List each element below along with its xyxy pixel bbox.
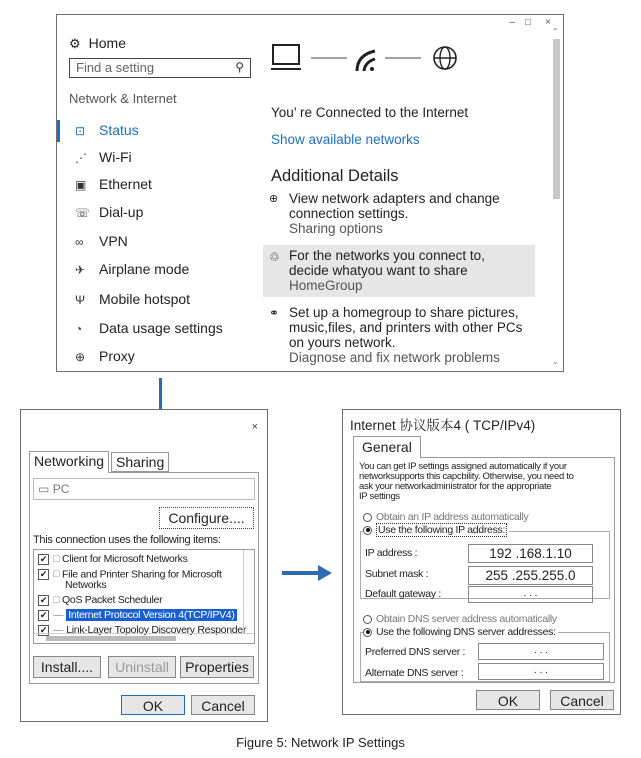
cancel-button[interactable]: Cancel [550, 690, 614, 710]
scrollbar-thumb[interactable] [553, 39, 560, 199]
section-title: Network & Internet [69, 91, 177, 106]
scroll-down-icon[interactable]: ⌄ [552, 357, 559, 366]
flow-arrow-right-head [318, 565, 332, 581]
vpn-icon: ∞ [75, 235, 84, 249]
default-gateway-input[interactable]: . . . [468, 586, 593, 603]
network-adapter-icon: ▭ [38, 482, 50, 496]
list-item[interactable] [38, 569, 222, 591]
adapter-name: PC [52, 482, 70, 496]
item-label: Link-Layer Topoloy Discovery Responder [66, 624, 247, 636]
home-link[interactable] [69, 35, 126, 52]
preferred-dns-label: Preferred DNS server : [365, 646, 466, 658]
description-line: ask your networkadministrator for the appropriate [359, 481, 552, 492]
ip-address-label: IP address : [365, 547, 418, 559]
nav-label: Wi-Fi [99, 149, 132, 165]
obtain-dns-auto-radio[interactable] [363, 613, 557, 625]
client-icon: □ [53, 594, 60, 606]
gear-icon: ⚙ [69, 36, 81, 51]
data-usage-icon: ◔ [75, 322, 83, 336]
flow-arrow-right [282, 571, 322, 575]
client-icon: □ [53, 553, 60, 565]
close-button[interactable]: × [545, 17, 551, 28]
radio-label: Obtain an IP address automatically [376, 511, 529, 523]
configure-button[interactable]: Configure.... [159, 507, 254, 529]
use-following-dns-radio[interactable] [363, 626, 558, 638]
nav-item-wifi[interactable] [75, 149, 132, 165]
adapter-properties-dialog [20, 409, 268, 722]
list-vscrollbar[interactable] [243, 550, 254, 634]
nav-item-vpn[interactable] [75, 233, 128, 249]
nav-label: Ethernet [99, 176, 152, 192]
figure-caption: Figure 5: Network IP Settings [236, 735, 405, 750]
globe-icon: ⊕ [75, 350, 86, 364]
share-icon: ⚭ [269, 306, 280, 320]
hscroll-thumb[interactable] [46, 636, 176, 641]
adapter-field [33, 478, 255, 500]
items-label: This connection uses the following items: [33, 534, 221, 546]
detail-item[interactable] [289, 248, 485, 293]
dialup-icon: ☏ [75, 206, 91, 220]
nav-item-dialup[interactable] [75, 204, 143, 220]
connection-diagram [271, 43, 476, 75]
ethernet-icon: ▣ [75, 178, 87, 192]
radio-button[interactable] [363, 628, 372, 637]
connection-status: You’ re Connected to the Internet [271, 105, 469, 120]
nav-item-status[interactable] [75, 122, 139, 138]
radio-label: Use the following IP address: [378, 524, 506, 536]
subnet-mask-label: Subnet mask : [365, 568, 429, 580]
ok-button[interactable]: OK [476, 690, 540, 710]
settings-window [56, 14, 564, 372]
airplane-icon: ✈ [75, 263, 86, 277]
detail-text: on yours network. [289, 335, 396, 350]
internet-globe-icon [434, 47, 456, 69]
subnet-mask-input[interactable]: 255 .255.255.0 [468, 566, 593, 585]
nav-label: Data usage settings [99, 320, 223, 336]
radio-button[interactable] [363, 615, 372, 624]
checkbox[interactable]: ✔ [39, 609, 48, 620]
minimize-button[interactable]: – [509, 17, 515, 28]
protocol-icon: — [53, 609, 64, 621]
sharing-options-link[interactable]: Sharing options [289, 221, 383, 236]
nav-label: VPN [99, 233, 128, 249]
dialog-title: Internet 协议版本4 ( TCP/IPv4) [350, 418, 536, 433]
install-button[interactable]: Install.... [33, 656, 101, 678]
additional-details-title: Additional Details [271, 167, 399, 185]
nav-item-data-usage[interactable] [75, 320, 223, 336]
nav-label: Dial-up [99, 204, 144, 220]
show-networks-link[interactable]: Show available networks [271, 132, 420, 147]
description-line: You can get IP settings assigned automatically if your [359, 461, 567, 472]
close-button[interactable]: × [251, 421, 258, 433]
item-label: QoS Packet Scheduler [62, 594, 163, 606]
nav-item-hotspot[interactable] [75, 291, 190, 307]
use-following-ip-radio[interactable] [363, 524, 509, 536]
wifi-signal-icon [357, 51, 375, 71]
homegroup-icon: ♲ [269, 250, 280, 264]
list-item[interactable] [38, 553, 188, 565]
checkbox[interactable]: ✔ [39, 624, 48, 635]
hotspot-icon: Ψ [75, 293, 86, 307]
protocol-icon: — [53, 624, 64, 636]
tab-general[interactable]: General [353, 436, 421, 458]
scroll-up-icon[interactable]: ⌃ [552, 27, 559, 36]
description [359, 462, 574, 502]
alternate-dns-label: Alternate DNS server : [365, 667, 464, 679]
list-item[interactable] [38, 609, 237, 621]
search-icon: ⚲ [235, 60, 244, 74]
nav-label: Status [99, 122, 139, 138]
item-label: Client for Microsoft Networks [62, 553, 188, 565]
network-adapter-icon: ⊕ [269, 193, 279, 205]
default-gateway-label: Default gateway : [365, 588, 442, 600]
item-label: File and Printer Sharing for Microsoft [62, 568, 222, 581]
radio-label: Use the following DNS server addresses: [376, 626, 556, 638]
detail-text: For the networks you connect to, [289, 248, 485, 263]
preferred-dns-input[interactable]: . . . [478, 643, 604, 660]
selection-indicator [57, 120, 60, 142]
cancel-button[interactable]: Cancel [191, 695, 255, 715]
nav-label: Proxy [99, 348, 135, 364]
description-line: networksupports this capcbility. Otherwise, you need to [359, 471, 574, 482]
obtain-ip-auto-radio[interactable] [363, 511, 528, 523]
detail-text: decide whatyou want to share [289, 263, 468, 278]
detail-item[interactable] [289, 191, 500, 236]
list-item[interactable] [38, 594, 162, 606]
detail-text: Set up a homegroup to share pictures, [289, 305, 519, 320]
tab-networking[interactable]: Networking [29, 451, 109, 473]
properties-button[interactable]: Properties [180, 656, 254, 678]
components-list [33, 549, 255, 644]
laptop-icon [271, 45, 301, 69]
nav-item-airplane[interactable] [75, 261, 189, 277]
nav-label: Mobile hotspot [99, 291, 191, 307]
checkbox[interactable]: ✔ [39, 594, 48, 605]
item-label: Networks [65, 579, 107, 592]
nav-label: Airplane mode [99, 261, 190, 277]
homegroup-link[interactable]: HomeGroup [289, 278, 363, 293]
client-icon: □ [53, 568, 60, 581]
ip-address-input[interactable]: 192 .168.1.10 [468, 544, 593, 563]
scrollbar[interactable] [551, 29, 561, 369]
status-icon: ⊡ [75, 124, 86, 138]
nav-item-proxy[interactable] [75, 348, 135, 364]
list-hscrollbar[interactable] [34, 633, 254, 643]
detail-text: music,files, and printers with other PCs [289, 320, 523, 335]
alternate-dns-input[interactable]: . . . [478, 663, 604, 680]
nav-item-ethernet[interactable] [75, 176, 152, 192]
item-label-selected: Internet Protocol Version 4(TCP/IPV4) [68, 609, 235, 621]
wifi-icon: ⋰ [75, 151, 87, 165]
checkbox[interactable]: ✔ [39, 553, 48, 564]
tab-sharing[interactable]: Sharing [111, 452, 169, 472]
diagnose-link[interactable]: Diagnose and fix network problems [289, 350, 500, 365]
maximize-button[interactable]: □ [524, 17, 531, 28]
checkbox[interactable]: ✔ [39, 569, 48, 579]
search-input[interactable] [69, 58, 251, 78]
radio-button[interactable] [363, 513, 372, 522]
search-placeholder: Find a setting [76, 60, 155, 75]
home-label: Home [88, 35, 127, 51]
radio-button[interactable] [363, 526, 372, 535]
radio-label: Obtain DNS server address automatically [376, 613, 557, 625]
ipv4-properties-dialog [342, 409, 621, 715]
detail-text: connection settings. [289, 206, 409, 221]
detail-text: View network adapters and change [289, 191, 500, 206]
uninstall-button[interactable]: Uninstall [108, 656, 176, 678]
ok-button[interactable]: OK [121, 695, 185, 715]
detail-item[interactable] [289, 305, 522, 365]
description-line: IP settings [359, 491, 400, 502]
